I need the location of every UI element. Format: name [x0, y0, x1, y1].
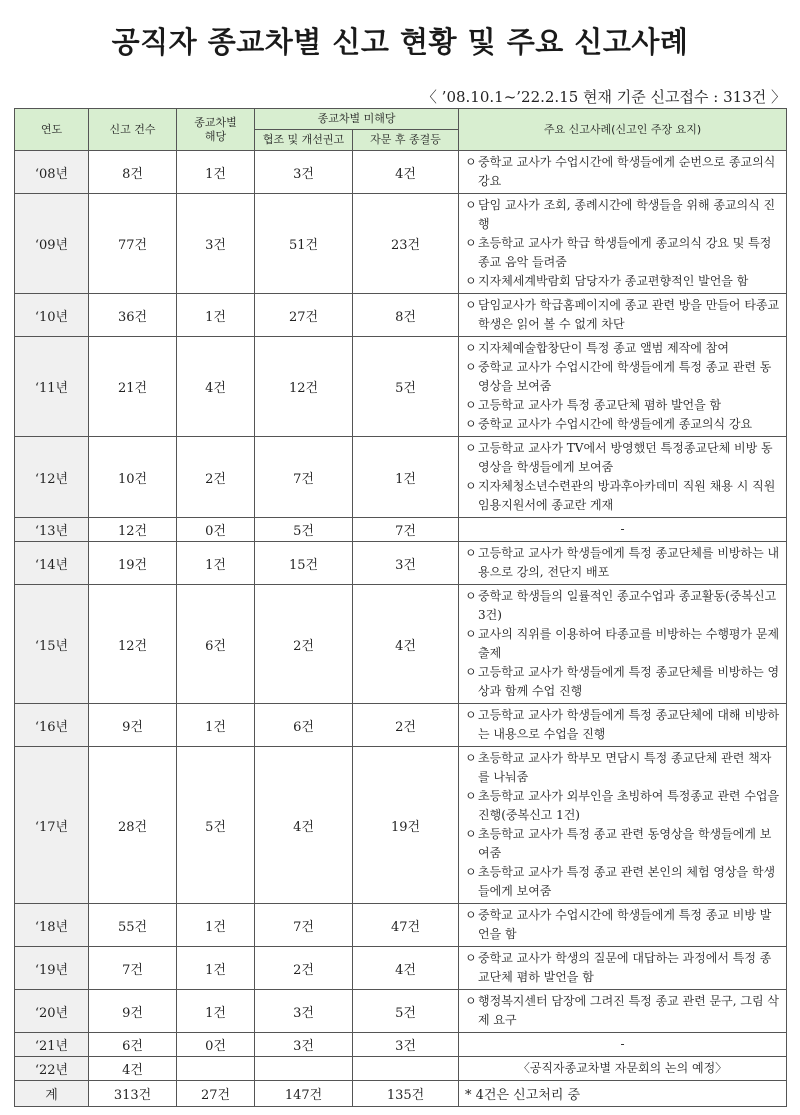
- cooperation-cell: [255, 1057, 353, 1081]
- bullet-icon: ㅇ: [465, 865, 477, 879]
- table-row: [15, 518, 787, 542]
- table-row: [15, 947, 787, 990]
- bullet-icon: ㅇ: [465, 398, 477, 412]
- bullet-icon: ㅇ: [465, 298, 477, 312]
- bullet-icon: ㅇ: [465, 951, 477, 965]
- cases-cell: [459, 704, 787, 747]
- cooperation-cell: 12건: [255, 337, 353, 437]
- count-cell: 19건: [89, 542, 177, 585]
- case-item: [465, 196, 780, 234]
- count-cell: 8건: [89, 151, 177, 194]
- applicable-cell: 0건: [177, 518, 255, 542]
- header-closed: 자문 후 종결등: [353, 130, 459, 151]
- cooperation-cell: 4건: [255, 747, 353, 904]
- cases-cell: [459, 990, 787, 1033]
- bullet-icon: ㅇ: [465, 908, 477, 922]
- count-cell: 9건: [89, 990, 177, 1033]
- year-cell: ‘20년: [15, 990, 89, 1033]
- case-text: 초등학교 교사가 외부인을 초빙하여 특정종교 관련 수업을 진행(중복신고 1건): [478, 789, 780, 822]
- applicable-cell: 1건: [177, 904, 255, 947]
- bullet-icon: ㅇ: [465, 341, 477, 355]
- case-item: [465, 863, 780, 901]
- year-cell: ‘17년: [15, 747, 89, 904]
- case-item: [465, 339, 780, 358]
- bullet-icon: ㅇ: [465, 994, 477, 1008]
- case-item: [465, 439, 780, 477]
- applicable-cell: 2건: [177, 437, 255, 518]
- applicable-cell: 1건: [177, 947, 255, 990]
- closed-cell: 4건: [353, 151, 459, 194]
- applicable-cell: 1건: [177, 542, 255, 585]
- applicable-cell: 4건: [177, 337, 255, 437]
- count-cell: 10건: [89, 437, 177, 518]
- bullet-icon: ㅇ: [465, 360, 477, 374]
- header-cooperation: 협조 및 개선권고: [255, 130, 353, 151]
- closed-cell: 3건: [353, 1033, 459, 1057]
- cooperation-cell: 3건: [255, 990, 353, 1033]
- count-cell: 36건: [89, 294, 177, 337]
- table-row: [15, 904, 787, 947]
- case-text: 고등학교 교사가 학생들에게 특정 종교단체를 비방하는 영상과 함께 수업 진행: [478, 665, 780, 698]
- cooperation-cell: 5건: [255, 518, 353, 542]
- header-not-applicable: 종교차별 미해당: [255, 109, 459, 130]
- table-row: [15, 990, 787, 1033]
- cooperation-cell: 7건: [255, 904, 353, 947]
- closed-cell: 4건: [353, 947, 459, 990]
- closed-cell: 3건: [353, 542, 459, 585]
- closed-cell: 2건: [353, 704, 459, 747]
- case-item: [465, 949, 780, 987]
- applicable-cell: 6건: [177, 585, 255, 704]
- closed-cell: 23건: [353, 194, 459, 294]
- case-placeholder: 〈공직자종교차별 자문회의 논의 예정〉: [517, 1061, 728, 1075]
- applicable-cell: 1건: [177, 704, 255, 747]
- case-item: [465, 415, 780, 434]
- case-item: [465, 587, 780, 625]
- year-cell: ‘14년: [15, 542, 89, 585]
- total-note: * 4건은 신고처리 중: [459, 1081, 787, 1107]
- cooperation-cell: 15건: [255, 542, 353, 585]
- total-cooperation: 147건: [255, 1081, 353, 1107]
- count-cell: 6건: [89, 1033, 177, 1057]
- case-text: 중학교 교사가 수업시간에 학생들에게 순번으로 종교의식 강요: [478, 155, 776, 188]
- count-cell: 4건: [89, 1057, 177, 1081]
- case-text: 고등학교 교사가 학생들에게 특정 종교단체에 대해 비방하는 내용으로 수업을 진행: [478, 708, 780, 741]
- year-cell: ‘13년: [15, 518, 89, 542]
- year-cell: ‘16년: [15, 704, 89, 747]
- count-cell: 7건: [89, 947, 177, 990]
- case-text: 지자체청소년수련관의 방과후아카데미 직원 채용 시 직원임용지원서에 종교란 게재: [478, 479, 776, 512]
- closed-cell: 7건: [353, 518, 459, 542]
- case-item: [465, 992, 780, 1030]
- year-cell: ‘09년: [15, 194, 89, 294]
- bullet-icon: ㅇ: [465, 589, 477, 603]
- table-row: [15, 704, 787, 747]
- case-text: 중학교 교사가 학생의 질문에 대답하는 과정에서 특정 종교단체 폄하 발언을 함: [478, 951, 772, 984]
- count-cell: 9건: [89, 704, 177, 747]
- cooperation-cell: 2건: [255, 947, 353, 990]
- bullet-icon: ㅇ: [465, 546, 477, 560]
- case-item: [465, 706, 780, 744]
- cooperation-cell: 27건: [255, 294, 353, 337]
- case-item: [465, 663, 780, 701]
- year-cell: ‘19년: [15, 947, 89, 990]
- case-item: [465, 906, 780, 944]
- cooperation-cell: 7건: [255, 437, 353, 518]
- bullet-icon: ㅇ: [465, 236, 477, 250]
- closed-cell: 5건: [353, 337, 459, 437]
- table-row: [15, 747, 787, 904]
- total-row: [15, 1081, 787, 1107]
- total-applicable: 27건: [177, 1081, 255, 1107]
- cases-cell: [459, 437, 787, 518]
- bullet-icon: ㅇ: [465, 441, 477, 455]
- case-item: [465, 625, 780, 663]
- case-text: 지자체세계박람회 담당자가 종교편향적인 발언을 함: [478, 274, 749, 288]
- count-cell: 12건: [89, 518, 177, 542]
- bullet-icon: ㅇ: [465, 789, 477, 803]
- case-item: [465, 787, 780, 825]
- total-count: 313건: [89, 1081, 177, 1107]
- total-closed: 135건: [353, 1081, 459, 1107]
- case-text: 담임교사가 학급홈페이지에 종교 관련 방을 만들어 타종교 학생은 읽어 볼 수 없게 차단: [478, 298, 780, 331]
- applicable-cell: 5건: [177, 747, 255, 904]
- case-text: 초등학교 교사가 특정 종교 관련 동영상을 학생들에게 보여줌: [478, 827, 772, 860]
- report-period-subtitle: 〈 ’08.10.1~’22.2.15 현재 기준 신고접수 : 313건 〉: [421, 88, 786, 106]
- table-body: [15, 151, 787, 1107]
- case-item: [465, 477, 780, 515]
- case-text: 고등학교 교사가 특정 종교단체 폄하 발언을 함: [478, 398, 722, 412]
- table-row: [15, 294, 787, 337]
- year-cell: ‘08년: [15, 151, 89, 194]
- closed-cell: [353, 1057, 459, 1081]
- header-year: 연도: [15, 109, 89, 151]
- year-cell: ‘15년: [15, 585, 89, 704]
- cases-cell: [459, 1033, 787, 1057]
- table-row: [15, 1057, 787, 1081]
- cases-cell: [459, 542, 787, 585]
- applicable-cell: 0건: [177, 1033, 255, 1057]
- case-item: [465, 396, 780, 415]
- applicable-cell: 1건: [177, 294, 255, 337]
- applicable-cell: 1건: [177, 990, 255, 1033]
- cases-cell: [459, 337, 787, 437]
- cases-cell: [459, 294, 787, 337]
- count-cell: 77건: [89, 194, 177, 294]
- closed-cell: 8건: [353, 294, 459, 337]
- case-item: [465, 234, 780, 272]
- bullet-icon: ㅇ: [465, 751, 477, 765]
- cooperation-cell: 3건: [255, 151, 353, 194]
- count-cell: 12건: [89, 585, 177, 704]
- case-item: [465, 544, 780, 582]
- table-row: [15, 542, 787, 585]
- cases-cell: [459, 518, 787, 542]
- case-item: [465, 825, 780, 863]
- count-cell: 28건: [89, 747, 177, 904]
- year-cell: ‘22년: [15, 1057, 89, 1081]
- cooperation-cell: 6건: [255, 704, 353, 747]
- case-item: [465, 358, 780, 396]
- report-table: [14, 108, 787, 1107]
- case-text: 초등학교 교사가 학부모 면담시 특정 종교단체 관련 책자를 나눠줌: [478, 751, 772, 784]
- case-text: 초등학교 교사가 학급 학생들에게 종교의식 강요 및 특정 종교 음악 들려줌: [478, 236, 772, 269]
- case-text: 고등학교 교사가 TV에서 방영했던 특정종교단체 비방 동영상을 학생들에게 보여줌: [478, 441, 773, 474]
- table-row: [15, 437, 787, 518]
- bullet-icon: ㅇ: [465, 708, 477, 722]
- year-cell: ‘10년: [15, 294, 89, 337]
- case-item: [465, 749, 780, 787]
- closed-cell: 47건: [353, 904, 459, 947]
- case-text: 지자체예술합창단이 특정 종교 앨범 제작에 참여: [478, 341, 729, 355]
- bullet-icon: ㅇ: [465, 417, 477, 431]
- case-text: 중학교 교사가 수업시간에 학생들에게 종교의식 강요: [478, 417, 753, 431]
- applicable-cell: [177, 1057, 255, 1081]
- case-placeholder: -: [620, 1037, 625, 1051]
- cooperation-cell: 51건: [255, 194, 353, 294]
- bullet-icon: ㅇ: [465, 198, 477, 212]
- cooperation-cell: 3건: [255, 1033, 353, 1057]
- count-cell: 21건: [89, 337, 177, 437]
- table-row: [15, 585, 787, 704]
- bullet-icon: ㅇ: [465, 155, 477, 169]
- closed-cell: 4건: [353, 585, 459, 704]
- case-text: 중학교 교사가 수업시간에 학생들에게 특정 종교 관련 동영상을 보여줌: [478, 360, 772, 393]
- cases-cell: [459, 947, 787, 990]
- header-applicable: 종교차별 해당: [177, 109, 255, 151]
- case-text: 행정복지센터 담장에 그려진 특정 종교 관련 문구, 그림 삭제 요구: [478, 994, 779, 1027]
- cases-cell: [459, 1057, 787, 1081]
- case-text: 중학교 교사가 수업시간에 학생들에게 특정 종교 비방 발언을 함: [478, 908, 772, 941]
- bullet-icon: ㅇ: [465, 665, 477, 679]
- bullet-icon: ㅇ: [465, 827, 477, 841]
- count-cell: 55건: [89, 904, 177, 947]
- case-text: 초등학교 교사가 특정 종교 관련 본인의 체험 영상을 학생들에게 보여줌: [478, 865, 776, 898]
- applicable-cell: 1건: [177, 151, 255, 194]
- case-item: [465, 272, 780, 291]
- page-title: 공직자 종교차별 신고 현황 및 주요 신고사례: [111, 25, 689, 59]
- total-label: 계: [15, 1081, 89, 1107]
- case-text: 담임 교사가 조회, 종례시간에 학생들을 위해 종교의식 진행: [478, 198, 776, 231]
- closed-cell: 19건: [353, 747, 459, 904]
- bullet-icon: ㅇ: [465, 274, 477, 288]
- year-cell: ‘21년: [15, 1033, 89, 1057]
- case-placeholder: -: [620, 522, 625, 536]
- case-item: [465, 296, 780, 334]
- cases-cell: [459, 585, 787, 704]
- cases-cell: [459, 904, 787, 947]
- case-text: 중학교 학생들의 일률적인 종교수업과 종교활동(중복신고 3건): [478, 589, 777, 622]
- closed-cell: 1건: [353, 437, 459, 518]
- case-text: 고등학교 교사가 학생들에게 특정 종교단체를 비방하는 내용으로 강의, 전단지 배포: [478, 546, 780, 579]
- year-cell: ‘12년: [15, 437, 89, 518]
- cases-cell: [459, 747, 787, 904]
- table-row: [15, 337, 787, 437]
- table-row: [15, 1033, 787, 1057]
- bullet-icon: ㅇ: [465, 627, 477, 641]
- table-row: [15, 151, 787, 194]
- case-text: 교사의 직위를 이용하여 타종교를 비방하는 수행평가 문제 출제: [478, 627, 780, 660]
- header-count: 신고 건수: [89, 109, 177, 151]
- cases-cell: [459, 151, 787, 194]
- header-cases: 주요 신고사례(신고인 주장 요지): [459, 109, 787, 151]
- bullet-icon: ㅇ: [465, 479, 477, 493]
- year-cell: ‘11년: [15, 337, 89, 437]
- year-cell: ‘18년: [15, 904, 89, 947]
- table-row: [15, 194, 787, 294]
- applicable-cell: 3건: [177, 194, 255, 294]
- case-item: [465, 153, 780, 191]
- cases-cell: [459, 194, 787, 294]
- cooperation-cell: 2건: [255, 585, 353, 704]
- closed-cell: 5건: [353, 990, 459, 1033]
